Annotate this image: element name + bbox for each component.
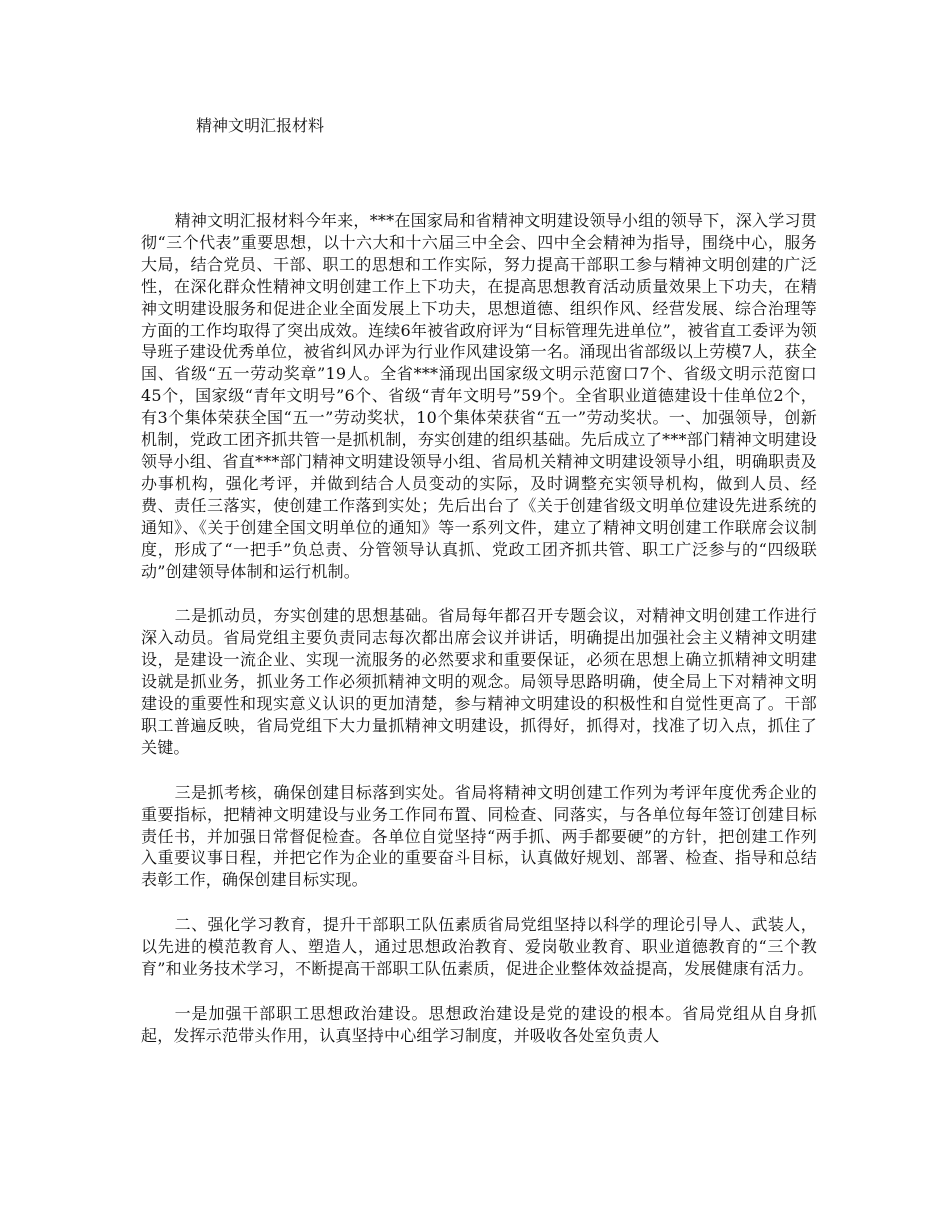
document-body xyxy=(141,210,817,1070)
paragraph-3: 三是抓考核，确保创建目标落到实处。省局将精神文明创建工作列为考评年度优秀企业的重要指标，把精神文明建设与业务工作同布置、同检查、同落实，与各单位每年签订创建目标责任书，并加强日常督促检查。各单位自觉坚持“两手抓、两手都要硬”的方针，把创建工作列入重要议事日程，并把它作为企业的重要奋斗目标，认真做好规划、部署、检查、指导和总结表彰工作，确保创建目标实现。 xyxy=(141,782,817,890)
paragraph-4: 二、强化学习教育，提升干部职工队伍素质省局党组坚持以科学的理论引导人、武装人，以先进的模范教育人、塑造人，通过思想政治教育、爱岗敬业教育、职业道德教育的“三个教育”和业务技术学习，不断提高干部职工队伍素质，促进企业整体效益提高，发展健康有活力。 xyxy=(141,915,817,979)
paragraph-5: 一是加强干部职工思想政治建设。思想政治建设是党的建设的根本。省局党组从自身抓起，发挥示范带头作用，认真坚持中心组学习制度，并吸收各处室负责人 xyxy=(141,1004,817,1045)
document-title: 精神文明汇报材料 xyxy=(196,116,325,135)
paragraph-1: 精神文明汇报材料今年来，***在国家局和省精神文明建设领导小组的领导下，深入学习贯彻“三个代表”重要思想，以十六大和十六届三中全会、四中全会精神为指导，围绕中心，服务大局，结合党员、干部、职工的思想和工作实际，努力提高干部职工参与精神文明创建的广泛性，在深化群众性精神文明创建工作上下功夫，在提高思想教育活动质量效果上下功夫，在精神文明建设服务和促进企业全面发展上下功夫，思想道德、组织作风、经营发展、综合治理等方面的工作均取得了突出成效。连续6年被省政府评为“目标管理先进单位”，被省直工委评为领导班子建设优秀单位，被省纠风办评为行业作风建设第一名。涌现出省部级以上劳模7人，获全国、省级“五一劳动奖章”19人。全省***涌现出国家级文明示范窗口7个、省级文明示范窗口45个，国家级“青年文明号”6个、省级“青年文明号”59个。全省职业道德建设十佳单位2个，有3个集体荣获全国“五一”劳动奖状，10个集体荣获省“五一”劳动奖状。一、加强领导，创新机制，党政工团齐抓共管一是抓机制，夯实创建的组织基础。先后成立了***部门精神文明建设领导小组、省直***部门精神文明建设领导小组、省局机关精神文明建设领导小组，明确职责及办事机构，强化考评，并做到结合人员变动的实际，及时调整充实领导机构，做到人员、经费、责任三落实，使创建工作落到实处；先后出台了《关于创建省级文明单位建设先进系统的通知》、《关于创建全国文明单位的通知》等一系列文件，建立了精神文明创建工作联席会议制度，形成了“一把手”负总责、分管领导认真抓、党政工团齐抓共管、职工广泛参与的“四级联动”创建领导体制和运行机制。 xyxy=(141,211,817,581)
paragraph-2: 二是抓动员，夯实创建的思想基础。省局每年都召开专题会议，对精神文明创建工作进行深入动员。省局党组主要负责同志每次都出席会议并讲话，明确提出加强社会主义精神文明建设，是建设一流企业、实现一流服务的必然要求和重要保证，必须在思想上确立抓精神文明建设就是抓业务，抓业务工作必须抓精神文明的观念。局领导思路明确，使全局上下对精神文明建设的重要性和现实意义认识的更加清楚，参与精神文明建设的积极性和自觉性更高了。干部职工普遍反映，省局党组下大力量抓精神文明建设，抓得好，抓得对，找准了切入点，抓住了关键。 xyxy=(141,606,817,757)
